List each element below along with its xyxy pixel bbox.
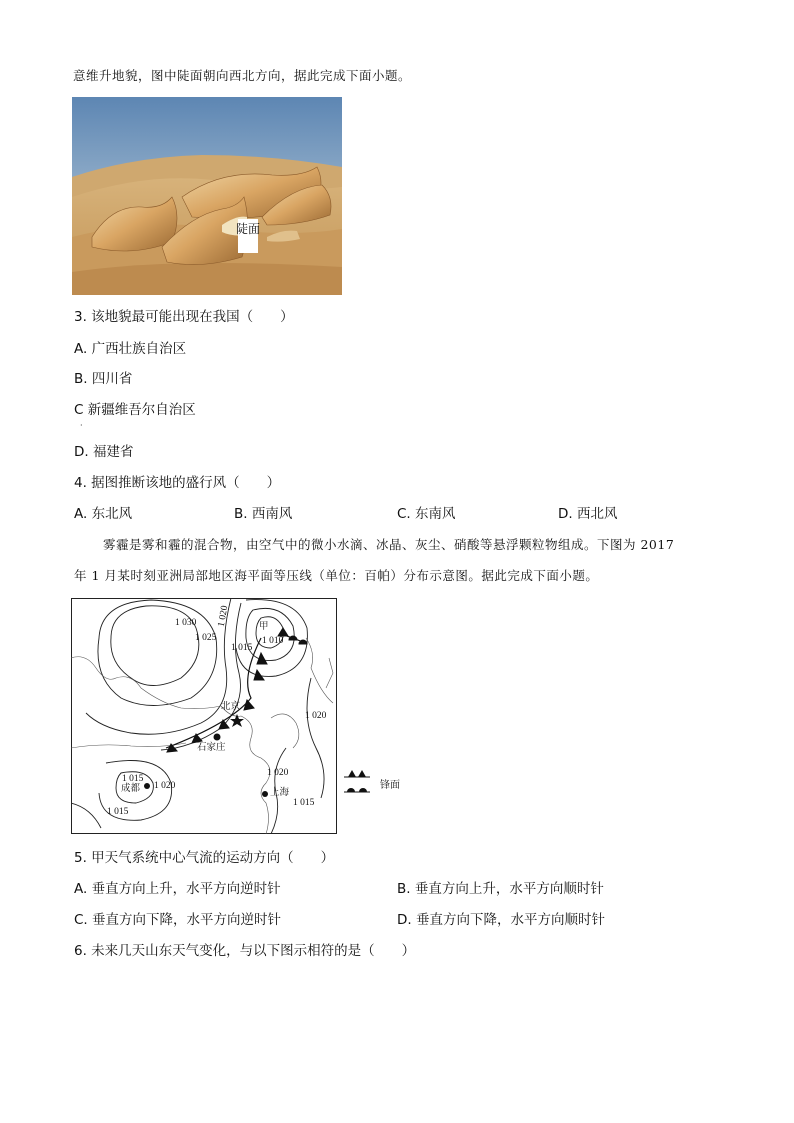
isobar-label: 1 015 bbox=[231, 643, 253, 653]
intro-text: 意维升地貌，图中陡面朝向西北方向，据此完成下面小题。 bbox=[73, 68, 412, 83]
legend-label: 锋面 bbox=[380, 780, 400, 791]
photo-label: 陡面 bbox=[235, 222, 261, 236]
q5-stem: 5. 甲天气系统中心气流的运动方向（ ） bbox=[74, 850, 335, 866]
q3-option-c[interactable]: C 新疆维吾尔自治区 bbox=[74, 402, 196, 418]
isobar-label: 1 015 bbox=[122, 774, 144, 784]
stray-dot: · bbox=[80, 421, 83, 430]
q5-option-a[interactable]: A. 垂直方向上升，水平方向逆时针 bbox=[74, 881, 281, 897]
q4-option-a[interactable]: A. 东北风 bbox=[74, 506, 133, 522]
q5-option-b[interactable]: B. 垂直方向上升，水平方向顺时针 bbox=[397, 881, 604, 897]
isobar-label: 1 020 bbox=[267, 768, 289, 778]
isobar-map bbox=[71, 598, 337, 834]
isobar-label: 1 010 bbox=[262, 636, 284, 646]
map-legend bbox=[342, 768, 412, 798]
place-jia: 甲 bbox=[259, 621, 269, 632]
isobar-label: 1 020 bbox=[305, 711, 327, 721]
q5-option-c[interactable]: C. 垂直方向下降，水平方向逆时针 bbox=[74, 912, 282, 928]
q4-option-c[interactable]: C. 东南风 bbox=[397, 506, 456, 522]
q4-option-b[interactable]: B. 西南风 bbox=[234, 506, 293, 522]
isobar-label: 1 020 bbox=[154, 781, 176, 791]
passage-line-2: 年 1 月某时刻亚洲局部地区海平面等压线（单位：百帕）分布示意图。据此完成下面小题。 bbox=[74, 568, 599, 583]
isobar-label: 1 020 bbox=[216, 604, 231, 628]
isobar-label: 1 015 bbox=[107, 807, 129, 817]
isobar-label: 1 015 bbox=[293, 798, 315, 808]
place-chengdu: 成都 bbox=[121, 783, 141, 794]
q3-option-a[interactable]: A. 广西壮族自治区 bbox=[74, 341, 187, 357]
q5-option-d[interactable]: D. 垂直方向下降，水平方向顺时针 bbox=[397, 912, 605, 928]
isobar-label: 1 025 bbox=[195, 633, 217, 643]
q4-stem: 4. 据图推断该地的盛行风（ ） bbox=[74, 475, 281, 491]
place-shijiazhuang: 石家庄 bbox=[197, 742, 226, 753]
place-shanghai: 上海 bbox=[270, 787, 290, 798]
q3-option-d[interactable]: D. 福建省 bbox=[74, 444, 134, 460]
isobar-label: 1 030 bbox=[175, 618, 197, 628]
passage-line-1: 雾霾是雾和霾的混合物，由空气中的微小水滴、冰晶、灰尘、硝酸等悬浮颗粒物组成。下图为 2017 bbox=[103, 537, 675, 552]
place-beijing: 北京 bbox=[221, 701, 241, 712]
q3-option-b[interactable]: B. 四川省 bbox=[74, 371, 133, 387]
q4-option-d[interactable]: D. 西北风 bbox=[558, 506, 618, 522]
yardang-photo bbox=[72, 97, 342, 295]
q6-stem: 6. 未来几天山东天气变化，与以下图示相符的是（ ） bbox=[74, 943, 416, 959]
q3-stem: 3. 该地貌最可能出现在我国（ ） bbox=[74, 309, 294, 325]
